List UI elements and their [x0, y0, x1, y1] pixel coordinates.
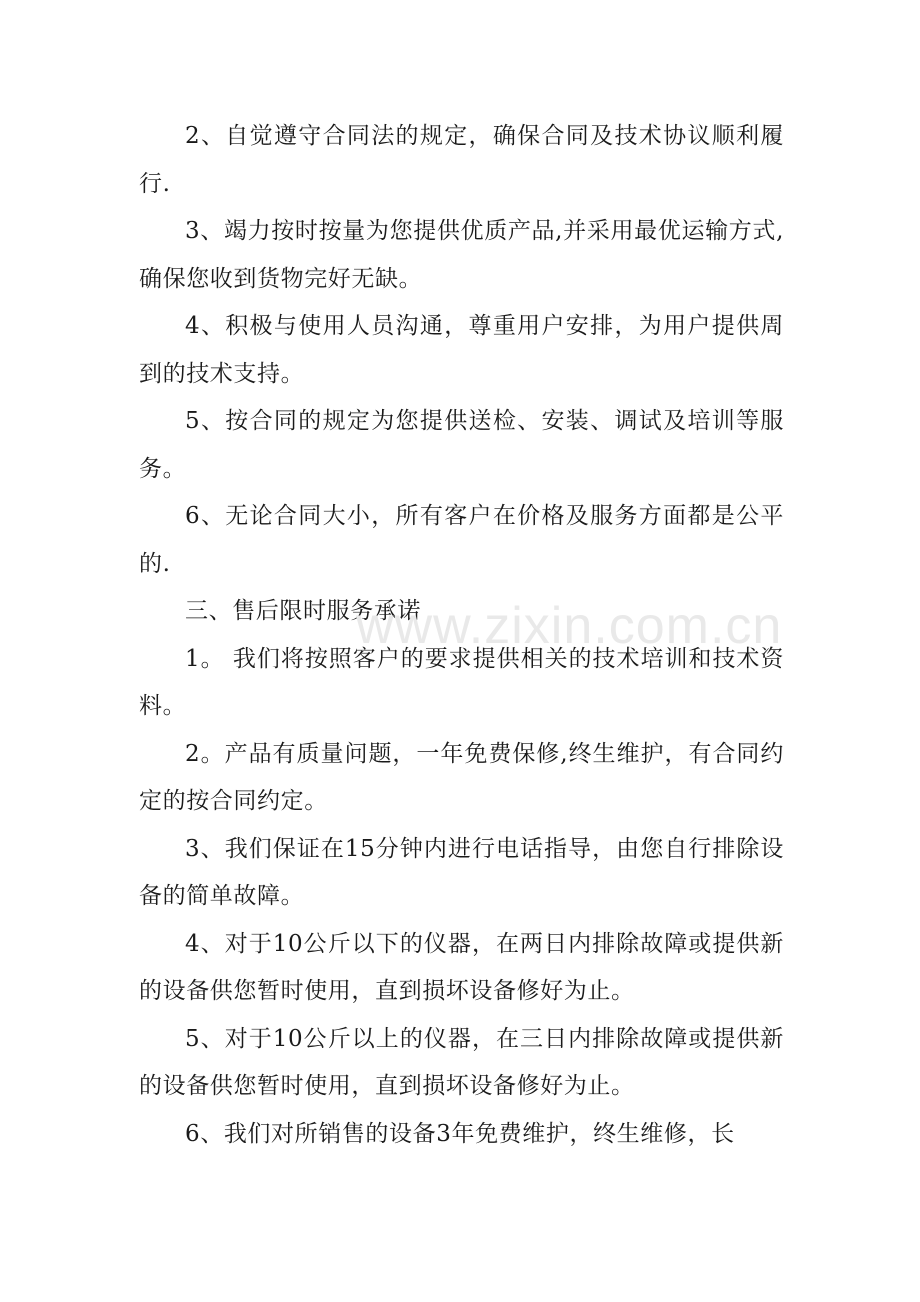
paragraph-service-1: 1。 我们将按照客户的要求提供相关的技术培训和技术资料。	[139, 645, 784, 719]
paragraph-6: 6、无论合同大小，所有客户在价格及服务方面都是公平的.	[139, 503, 784, 577]
watermark: www.zixin.com.cn	[356, 597, 783, 655]
document-body	[139, 113, 784, 1158]
paragraph-service-2: 2。产品有质量问题，一年免费保修,终生维护，有合同约定的按合同约定。	[139, 740, 784, 814]
paragraph-5: 5、按合同的规定为您提供送检、安装、调试及培训等服务。	[139, 408, 784, 482]
paragraph-2: 2、自觉遵守合同法的规定，确保合同及技术协议顺利履行.	[139, 123, 784, 197]
paragraph-3: 3、竭力按时按量为您提供优质产品,并采用最优运输方式,确保您收到货物完好无缺。	[139, 218, 784, 292]
paragraph-service-5: 5、对于10公斤以上的仪器，在三日内排除故障或提供新的设备供您暂时使用，直到损坏设备修好为止。	[139, 1025, 784, 1099]
paragraph-service-6: 6、我们对所销售的设备3年免费维护，终生维修，长	[185, 1120, 735, 1147]
paragraph-service-4: 4、对于10公斤以下的仪器，在两日内排除故障或提供新的设备供您暂时使用，直到损坏设备修好为止。	[139, 930, 784, 1004]
paragraph-service-3: 3、我们保证在15分钟内进行电话指导，由您自行排除设备的简单故障。	[139, 835, 784, 909]
section-heading: 三、售后限时服务承诺	[185, 598, 421, 624]
paragraph-4: 4、积极与使用人员沟通，尊重用户安排，为用户提供周到的技术支持。	[139, 313, 784, 387]
